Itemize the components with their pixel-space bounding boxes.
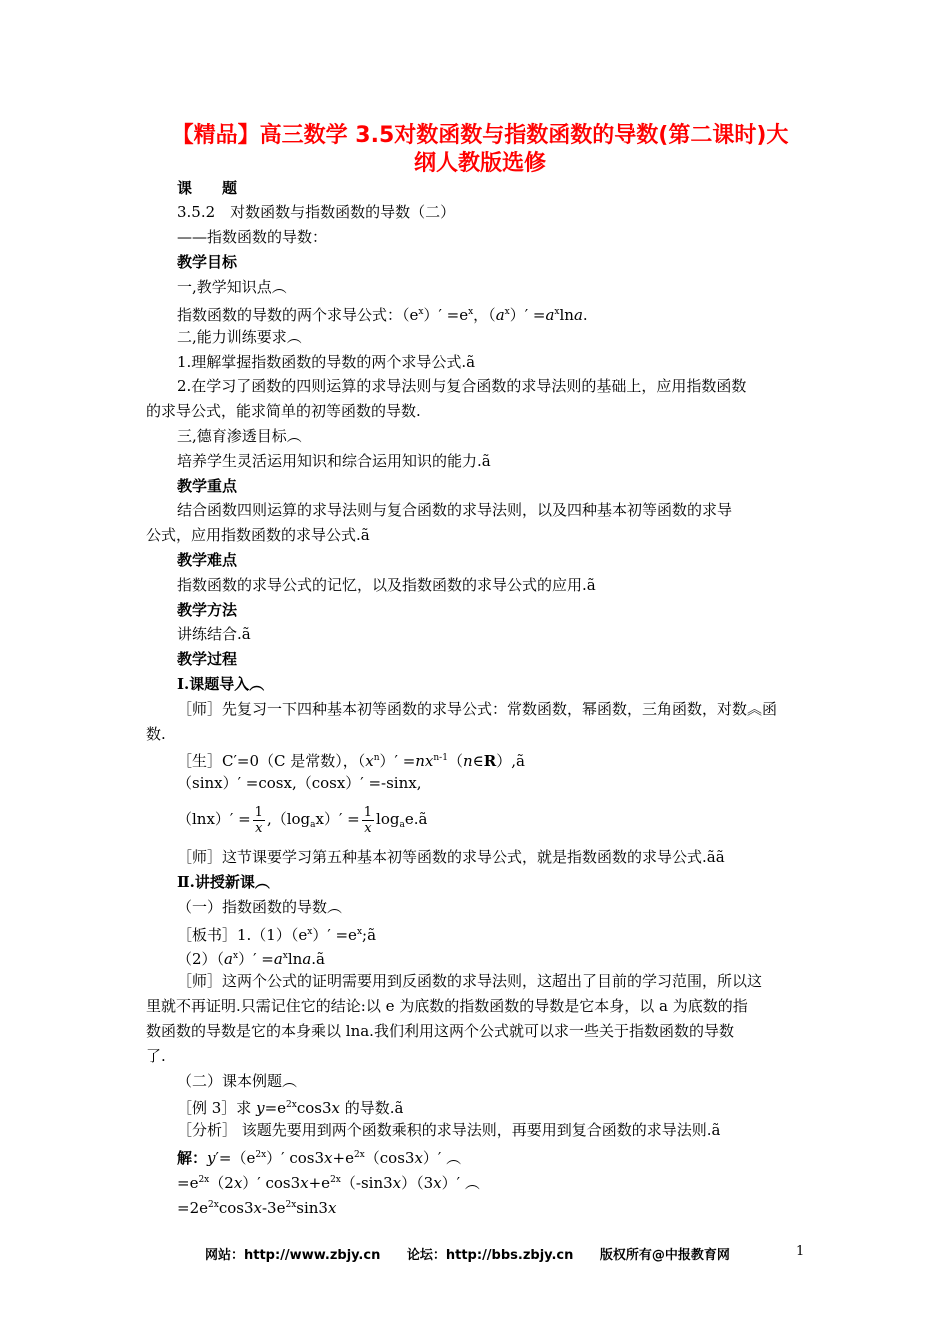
paragraph-line: 结合函数四则运算的求导法则与复合函数的求导法则，以及四种基本初等函数的求导	[177, 501, 733, 519]
subheading-ability: 二,能力训练要求︵	[177, 328, 302, 346]
paragraph-line: ［师］先复习一下四种基本初等函数的求导公式：常数函数，幂函数，三角函数，对数︽函	[177, 700, 778, 718]
footer-forum: 论坛：http://bbs.zbjy.cn	[406, 1248, 574, 1263]
document-title	[150, 122, 810, 178]
formula-line: $(2)(a^x)'$ $=a^x\ln a.ã$	[177, 950, 325, 968]
page-footer	[205, 1244, 815, 1263]
footer-website: 网站：http://www.zbjy.cn	[205, 1248, 381, 1263]
title-line-1: 【精品】高三数学 3.5对数函数与指数函数的导数(第二课时)大	[171, 123, 789, 148]
formula-line: $=e^{2x}(2x)'$ $\cos 3x+e^{2x}(-\sin 3x)(3x)'$ ︵	[177, 1174, 480, 1192]
paragraph-line: 了.	[146, 1047, 166, 1065]
paragraph-line: ［分析］ 该题先要用到两个函数乘积的求导法则，再要用到复合函数的求导法则.ã	[177, 1121, 721, 1139]
paragraph-line: 讲练结合.ã	[177, 625, 251, 643]
formula-line: $=2e^{2x}\cos 3x-3e^{2x}\sin 3x$	[177, 1199, 337, 1217]
subheading-examples: （二）课本例题︵	[177, 1072, 298, 1090]
heading-teaching-goals: 教学目标	[177, 253, 238, 271]
paragraph-line: 的求导公式，能求简单的初等函数的导数.	[146, 402, 421, 420]
lesson-topic-label: 课 题	[177, 179, 238, 197]
lesson-topic: 3.5.2 对数函数与指数函数的导数（二）	[177, 203, 456, 221]
paragraph-line: ［师］这两个公式的证明需要用到反函数的求导法则，这超出了目前的学习范围，所以这	[177, 972, 763, 990]
paragraph-line: 2.在学习了函数的四则运算的求导法则与复合函数的求导法则的基础上，应用指数函数	[177, 377, 747, 395]
formula-line: ［板书$]1.(1)(e^x)'$ $=e^x;ã$	[177, 926, 377, 944]
subheading-derivative: （一）指数函数的导数︵	[177, 898, 343, 916]
fraction: $\frac{1}{x}$	[254, 804, 263, 836]
heading-key-points: 教学重点	[177, 477, 238, 495]
paragraph-line: 指数函数的求导公式的记忆，以及指数函数的求导公式的应用.ã	[177, 576, 596, 594]
subheading-knowledge: 一,教学知识点︵	[177, 278, 287, 296]
title-line-2: 纲人教版选修	[413, 151, 546, 176]
formula-line: （sinx）′ =cosx,（cosx）′ =-sinx,	[177, 774, 422, 792]
paragraph-line: 数.	[146, 725, 166, 743]
section-new-lesson: Ⅱ.讲授新课︵	[177, 873, 270, 891]
footer-copyright: 版权所有@中报教育网	[599, 1248, 730, 1263]
paragraph-line: 公式，应用指数函数的求导公式.ã	[146, 526, 370, 544]
page-number: 1	[796, 1244, 805, 1259]
formula-line: ［生］C′=0（C 是常数），$(x^n)'$ $=nx^{n-1}(n\in R),ã$	[177, 752, 525, 770]
paragraph-line: 数函数的导数是它的本身乘以 lna.我们利用这两个公式就可以求一些关于指数函数的导数	[146, 1022, 734, 1040]
paragraph-line: 1.理解掌握指数函数的导数的两个求导公式.ã	[177, 353, 476, 371]
fraction: $\frac{1}{x}$	[363, 804, 373, 836]
paragraph-line: 培养学生灵活运用知识和综合运用知识的能力.ã	[177, 452, 491, 470]
paragraph-line: ［师］这节课要学习第五种基本初等函数的求导公式，就是指数函数的求导公式.ãã	[177, 848, 725, 866]
formula-line: 解：$y'=(e^{2x})'$ $\cos 3x+e^{2x}(\cos 3x)'$ ︵	[177, 1149, 462, 1167]
formula-line: 指数函数的导数的两个求导公式：$(e^x)' =e^x$，$(a^x)' =a^x\ln a$.	[177, 306, 588, 324]
paragraph-line: 里就不再证明.只需记住它的结论:以 e 为底数的指数函数的导数是它本身，以 a 为底数的指	[146, 997, 748, 1015]
lesson-subtopic: ——指数函数的导数：	[177, 228, 328, 246]
formula-line: ［例 3］求 $y=e^{2x}\cos 3x$ 的导数.ã	[177, 1099, 404, 1117]
formula-line: （lnx）′ = $\frac{1}{x}$ $,(\log_ax)'$ = $\frac{1}{x}$ $\log_ae.ã$	[177, 804, 428, 836]
heading-difficulties: 教学难点	[177, 551, 238, 569]
section-intro: Ⅰ.课题导入︵	[177, 675, 265, 693]
heading-methods: 教学方法	[177, 601, 238, 619]
heading-process: 教学过程	[177, 650, 238, 668]
subheading-moral: 三,德育渗透目标︵	[177, 427, 302, 445]
